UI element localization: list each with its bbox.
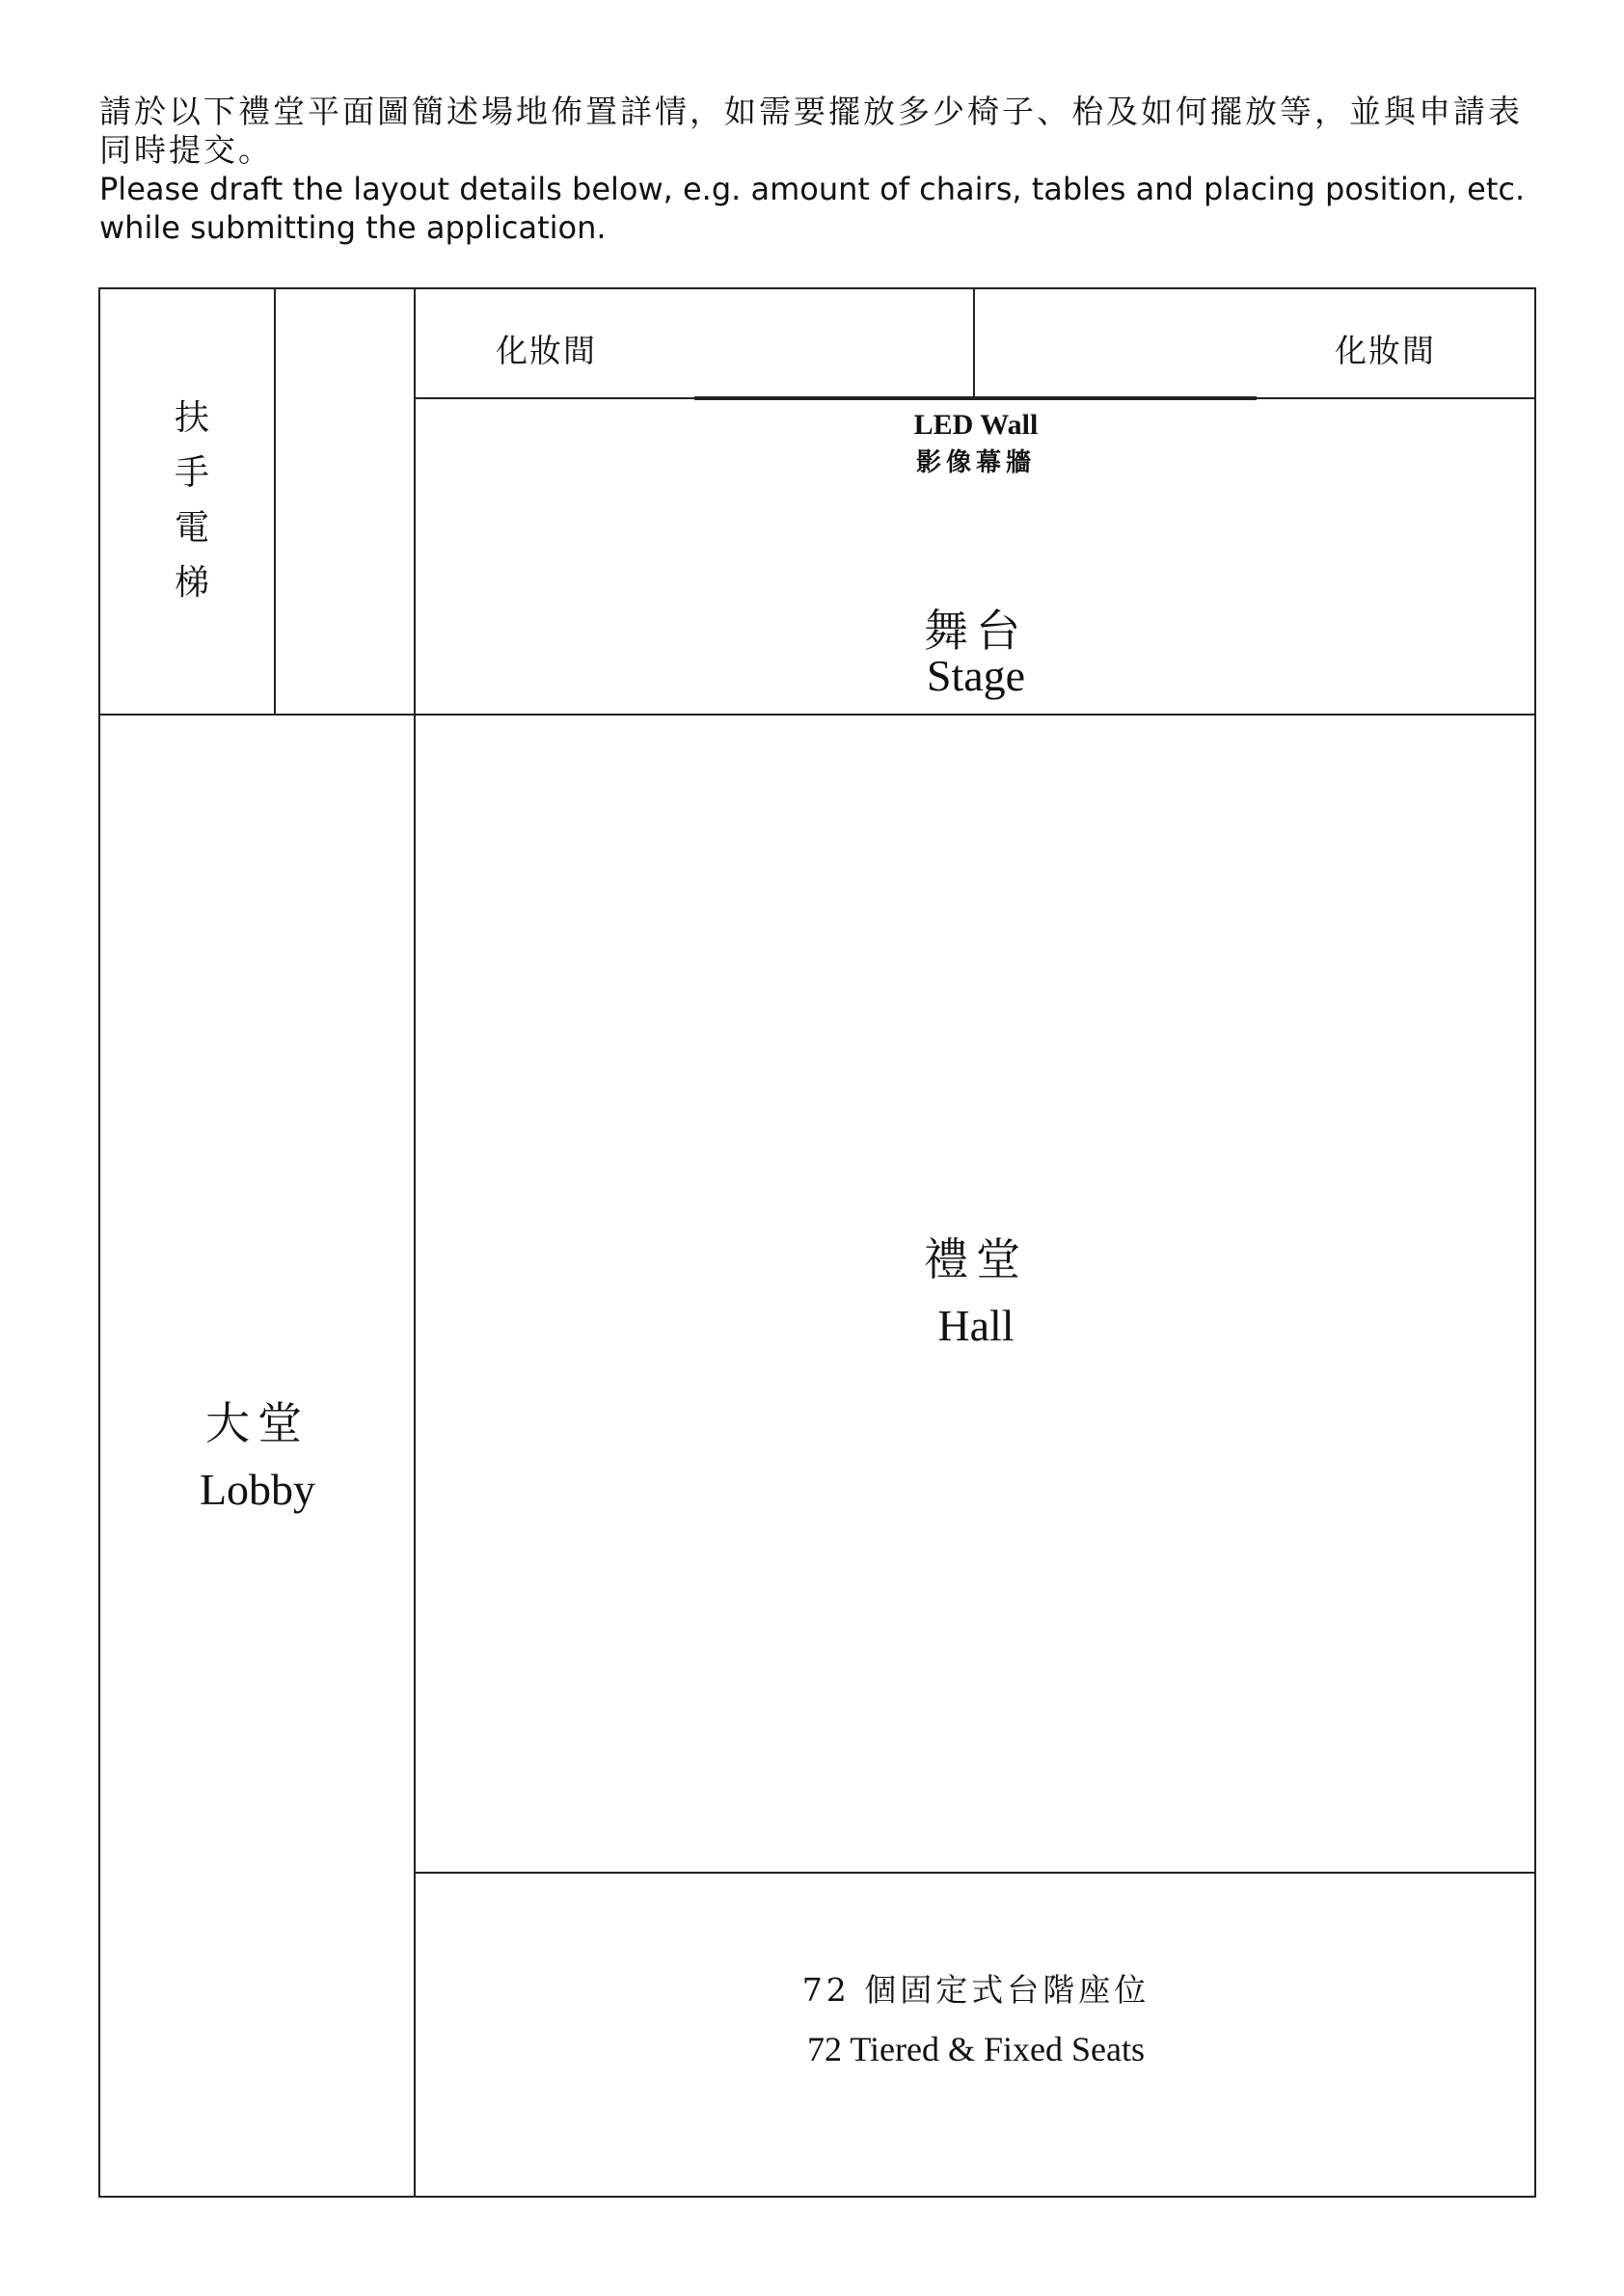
dressing-room-left-label: 化妝間	[496, 332, 597, 369]
seats-zh: 72 個固定式台階座位	[801, 1971, 1150, 2009]
escalator-divider	[274, 289, 276, 714]
stage-zh: 舞台	[924, 605, 1028, 657]
instructions-zh: 請於以下禮堂平面圖簡述場地佈置詳情，如需要擺放多少椅子、枱及如何擺放等，並與申請表同時提交。	[99, 93, 1523, 169]
lobby-en: Lobby	[199, 1465, 316, 1514]
seats-en: 72 Tiered & Fixed Seats	[806, 2030, 1145, 2068]
led-wall-en: LED Wall	[913, 409, 1039, 441]
led-wall-line	[694, 396, 1257, 400]
floor-plan	[98, 287, 1536, 2198]
hall-en: Hall	[937, 1301, 1015, 1350]
led-wall-zh: 影像幕牆	[915, 448, 1036, 477]
lobby-zh: 大堂	[205, 1397, 310, 1449]
instructions	[99, 93, 1546, 247]
hall-zh: 禮堂	[924, 1233, 1028, 1285]
escalator-label: 扶手電梯	[174, 398, 209, 603]
stage-bottom-line	[100, 714, 1536, 716]
instructions-en: Please draft the layout details below, e.g. amount of chairs, tables and placing position, etc. while submitting the application.	[99, 171, 1526, 246]
dressing-room-right-label: 化妝間	[1335, 332, 1436, 369]
lobby-divider	[414, 289, 416, 2198]
dressing-room-divider	[973, 289, 975, 397]
stage-en: Stage	[926, 651, 1026, 700]
seating-top-line	[414, 1872, 1536, 1874]
